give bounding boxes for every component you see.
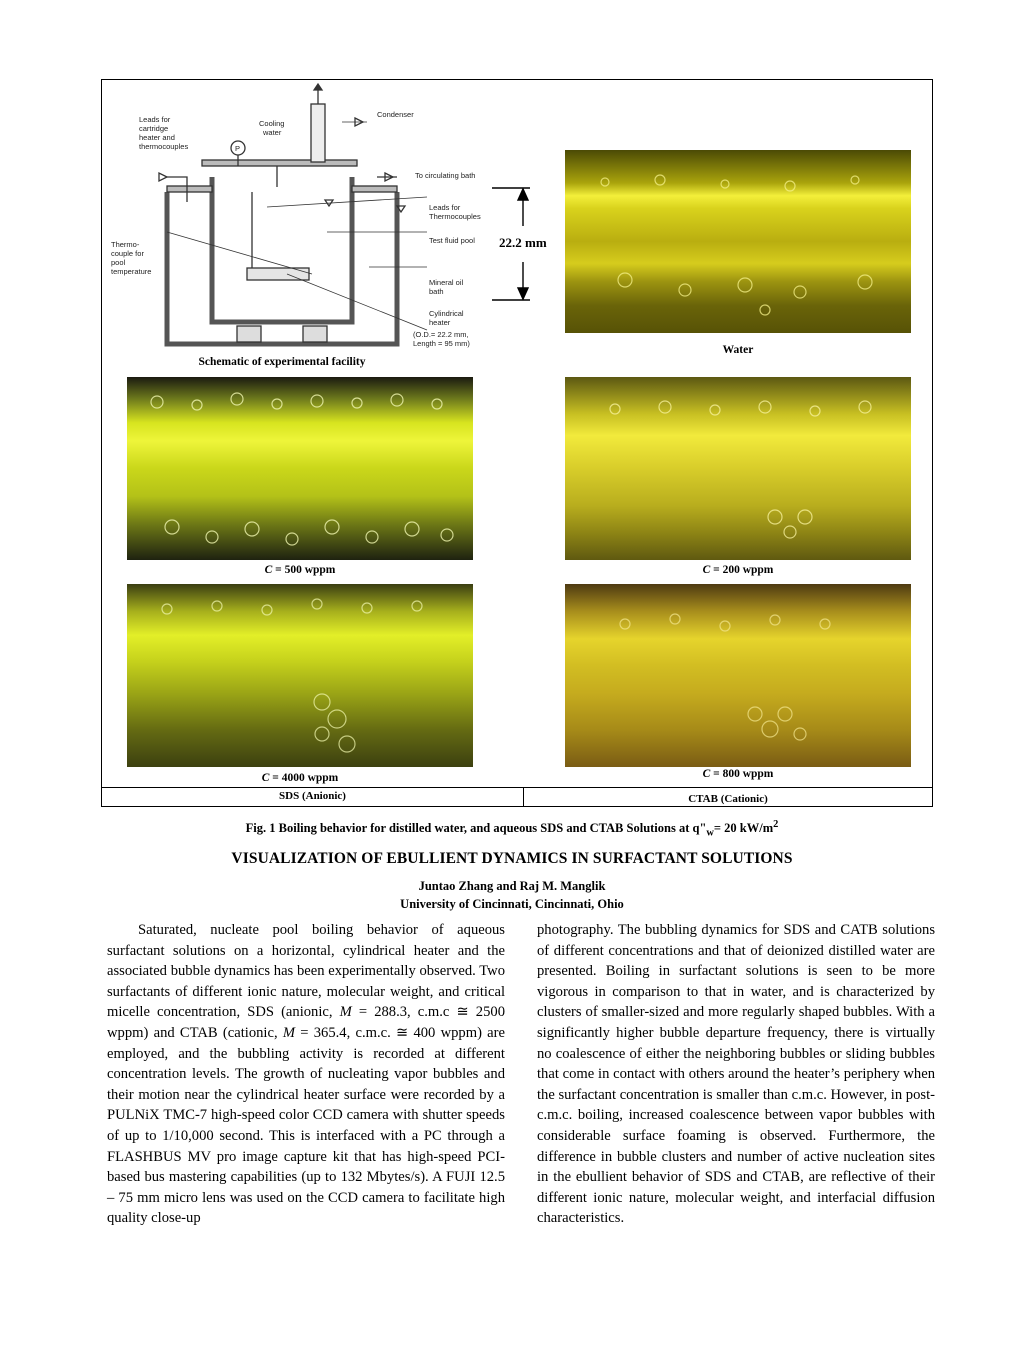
label-thermocouple-2: couple for	[111, 249, 144, 258]
photo-ctab-800	[565, 584, 911, 767]
label-leads-cartridge-4: thermocouples	[139, 142, 189, 151]
footer-ctab-label: CTAB (Cationic)	[688, 793, 768, 805]
label-leads-thermo-2: Thermocouples	[429, 212, 481, 221]
fig-caption-sub: w	[706, 827, 714, 839]
schematic-caption: Schematic of experimental facility	[198, 356, 366, 368]
photo-water	[565, 150, 911, 333]
dimension-label: 22.2 mm	[499, 235, 547, 250]
fig-caption-sup: 2	[773, 819, 779, 830]
body-left-part-2: = 288.3, c.m.c ≅ 2500 wppm) and CTAB (cationic,	[107, 1004, 505, 1041]
schematic-diagram	[107, 82, 497, 360]
photo-sds-500	[127, 377, 473, 560]
caption-sds-500	[127, 564, 473, 576]
fig-caption-units: = 20 kW/m	[713, 821, 774, 836]
caption-ctab-800	[565, 768, 911, 780]
caption-var: C	[702, 768, 711, 780]
paper-authors: Juntao Zhang and Raj M. Manglik	[418, 879, 606, 893]
label-cooling-2: water	[263, 128, 282, 137]
caption-value: = 500 wppm	[272, 564, 336, 576]
label-heater-dims-2: Length = 95 mm)	[413, 339, 470, 348]
body-left-var-m1: M	[339, 1004, 352, 1021]
caption-water: Water	[722, 344, 754, 356]
label-leads-cartridge-2: cartridge	[139, 124, 169, 133]
caption-value: = 4000 wppm	[269, 772, 339, 784]
label-leads-thermo-1: Leads for	[429, 203, 461, 212]
body-left-part-1: Saturated, nucleate pool boiling behavior of aqueous surfactant solutions on a horizontal, cylindrical heater and the associated bubble dynamics has been experimentally observed. Two surfactants of different ionic nature, molecular weight, and critical micelle concentration, SDS (anionic,	[107, 922, 505, 1021]
label-leads-cartridge-3: heater and	[139, 133, 175, 142]
caption-var: C	[261, 772, 270, 784]
label-cyl-heater-1: Cylindrical	[429, 309, 464, 318]
paper-title: VISUALIZATION OF EBULLIENT DYNAMICS IN SURFACTANT SOLUTIONS	[231, 850, 793, 867]
label-thermocouple-1: Thermo-	[111, 240, 140, 249]
schematic-drawing	[107, 82, 497, 360]
figure-caption	[0, 819, 1024, 839]
caption-var: C	[702, 564, 711, 576]
label-pressure: P	[235, 144, 241, 153]
label-test-fluid: Test fluid pool	[429, 236, 475, 245]
caption-value: = 800 wppm	[710, 768, 774, 780]
caption-value: = 200 wppm	[710, 564, 774, 576]
figure-frame	[101, 79, 933, 807]
label-cyl-heater-2: heater	[429, 318, 451, 327]
caption-sds-4000	[127, 772, 473, 784]
figure-footer-divider	[102, 787, 932, 788]
label-leads-cartridge-1: Leads for	[139, 115, 171, 124]
paper-affiliation: University of Cincinnati, Cincinnati, Ohio	[400, 897, 624, 911]
label-circulating-bath: To circulating bath	[415, 171, 476, 180]
label-thermocouple-4: temperature	[111, 267, 152, 276]
body-column-right: photography. The bubbling dynamics for SDS and CATB solutions of different concentrations and that of deionized distilled water are presented. Boiling in surfactant solutions is seen to be more vigorous in comparison to that in water, and is characterized by clusters of smaller-sized and more regularly shaped bubbles. With a significantly higher bubble departure frequency, there is virtually no coalescence of either the neighboring bubbles or sliding bubbles that come in contact with others around the heater’s periphery when the surfactant concentration is smaller than c.m.c. However, in post-c.m.c. boiling, increased coalescence between vapor bubbles with considerable surface foaming is observed. Furthermore, the difference in bubble clusters and number of active nucleation sites in the ebullient behavior of SDS and CTAB, are reflective of their different ionic nature, molecular weight, and interfacial diffusion characteristics.	[537, 922, 935, 1227]
label-heater-dims-1: (O.D.= 22.2 mm,	[413, 330, 469, 339]
label-thermocouple-3: pool	[111, 258, 126, 267]
label-condenser: Condenser	[377, 110, 414, 119]
fig-caption-text: Fig. 1 Boiling behavior for distilled water, and aqueous SDS and CTAB Solutions at q"	[245, 821, 707, 836]
label-mineral-oil-2: bath	[429, 287, 444, 296]
caption-var: C	[264, 564, 273, 576]
body-column-left	[107, 920, 505, 1229]
label-mineral-oil-1: Mineral oil	[429, 278, 464, 287]
caption-ctab-200	[565, 564, 911, 576]
photo-ctab-200	[565, 377, 911, 560]
photo-sds-4000	[127, 584, 473, 767]
footer-sds-label: SDS (Anionic)	[279, 790, 346, 802]
body-left-part-3: = 365.4, c.m.c. ≅ 400 wppm) are employed, and the bubbling activity is recorded at different concentration levels. The growth of nucleating vapor bubbles and their motion near the cylindrical heater surface were recorded by a PULNiX TMC-7 high-speed color CCD camera with shutter speeds of up to 1/10,000 second. This is interfaced with a PC through a FLASHBUS MV pro image capture kit that has high-speed PCI-based bus mastering capabilities (up to 132 Mbytes/s). A FUJI 12.5 – 75 mm micro lens was used on the CCD camera to facilitate high quality close-up	[107, 1024, 505, 1227]
label-cooling-1: Cooling	[259, 119, 285, 128]
body-left-var-m2: M	[282, 1024, 296, 1041]
